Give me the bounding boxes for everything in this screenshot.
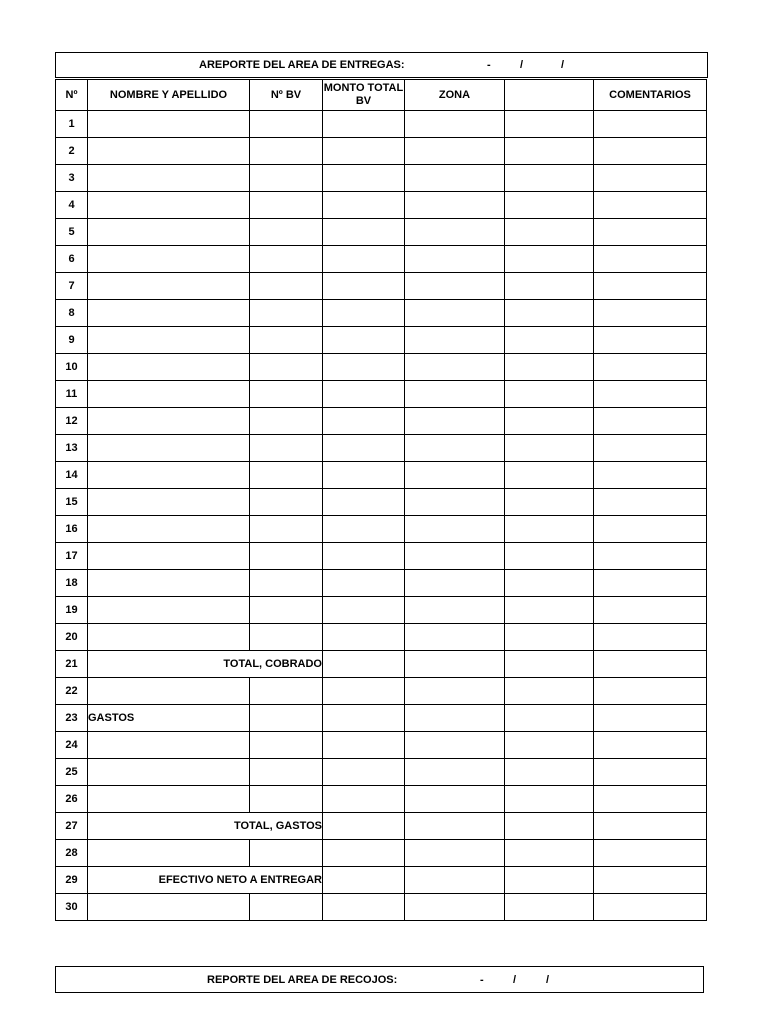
cell-comments[interactable] <box>594 813 707 840</box>
row-number: 21 <box>56 651 88 678</box>
cell-bv-number[interactable] <box>250 894 323 921</box>
cell-blank[interactable] <box>505 813 594 840</box>
table-row <box>56 408 707 435</box>
row-number: 9 <box>56 327 88 354</box>
cell-blank[interactable] <box>505 678 594 705</box>
date-separator-slash: / <box>546 974 550 986</box>
cell-bv-number[interactable] <box>250 543 323 570</box>
cell-comments[interactable] <box>594 516 707 543</box>
cell-blank[interactable] <box>505 381 594 408</box>
cell-bv-number[interactable] <box>250 435 323 462</box>
cell-comments[interactable] <box>594 651 707 678</box>
cell-blank[interactable] <box>505 786 594 813</box>
cell-blank[interactable] <box>505 246 594 273</box>
row-number: 1 <box>56 111 88 138</box>
cell-total-amount[interactable] <box>323 543 405 570</box>
cell-blank[interactable] <box>505 489 594 516</box>
cell-total-amount[interactable] <box>323 867 405 894</box>
cell-comments[interactable] <box>594 273 707 300</box>
cell-blank[interactable] <box>505 543 594 570</box>
row-number: 28 <box>56 840 88 867</box>
cell-name[interactable] <box>88 354 250 381</box>
cell-blank[interactable] <box>505 165 594 192</box>
cell-total-amount[interactable] <box>323 840 405 867</box>
cell-name[interactable] <box>88 732 250 759</box>
row-number: 14 <box>56 462 88 489</box>
cell-comments[interactable] <box>594 435 707 462</box>
row-number: 27 <box>56 813 88 840</box>
date-separator-dash: - <box>487 59 491 71</box>
cell-comments[interactable] <box>594 732 707 759</box>
cell-zone[interactable] <box>405 489 505 516</box>
cell-total-amount[interactable] <box>323 111 405 138</box>
cell-comments[interactable] <box>594 462 707 489</box>
cell-bv-number[interactable] <box>250 705 323 732</box>
cell-zone[interactable] <box>405 705 505 732</box>
cell-bv-number[interactable] <box>250 786 323 813</box>
cell-total-amount[interactable] <box>323 732 405 759</box>
cell-total-amount[interactable] <box>323 759 405 786</box>
row-number: 30 <box>56 894 88 921</box>
table-row <box>56 165 707 192</box>
pickups-title: REPORTE DEL AREA DE RECOJOS: <box>207 974 398 986</box>
cell-blank[interactable] <box>505 300 594 327</box>
cell-total-amount[interactable] <box>323 489 405 516</box>
cell-name[interactable] <box>88 570 250 597</box>
cell-zone[interactable] <box>405 381 505 408</box>
row-number: 8 <box>56 300 88 327</box>
row-number: 7 <box>56 273 88 300</box>
cell-blank[interactable] <box>505 705 594 732</box>
cell-bv-number[interactable] <box>250 165 323 192</box>
cell-comments[interactable] <box>594 840 707 867</box>
cell-total-amount[interactable] <box>323 813 405 840</box>
cell-zone[interactable] <box>405 813 505 840</box>
cell-zone[interactable] <box>405 543 505 570</box>
cell-total-amount[interactable] <box>323 597 405 624</box>
cell-bv-number[interactable] <box>250 462 323 489</box>
cell-bv-number[interactable] <box>250 327 323 354</box>
cell-total-amount[interactable] <box>323 435 405 462</box>
cell-bv-number[interactable] <box>250 732 323 759</box>
cell-blank[interactable] <box>505 111 594 138</box>
summary-label: TOTAL, GASTOS <box>88 813 323 840</box>
row-number: 3 <box>56 165 88 192</box>
column-header-total-amount: MONTO TOTAL BV <box>323 80 405 111</box>
date-separator-slash: / <box>520 59 524 71</box>
table-row <box>56 381 707 408</box>
cell-zone[interactable] <box>405 894 505 921</box>
cell-comments[interactable] <box>594 246 707 273</box>
cell-zone[interactable] <box>405 327 505 354</box>
table-row <box>56 705 707 732</box>
cell-name[interactable] <box>88 894 250 921</box>
cell-total-amount[interactable] <box>323 138 405 165</box>
table-row <box>56 489 707 516</box>
row-number: 18 <box>56 570 88 597</box>
cell-blank[interactable] <box>505 840 594 867</box>
table-row <box>56 840 707 867</box>
cell-blank[interactable] <box>505 759 594 786</box>
cell-blank[interactable] <box>505 408 594 435</box>
row-number: 26 <box>56 786 88 813</box>
table-row <box>56 813 707 840</box>
cell-name[interactable] <box>88 462 250 489</box>
cell-total-amount[interactable] <box>323 786 405 813</box>
cell-total-amount[interactable] <box>323 408 405 435</box>
table-row <box>56 273 707 300</box>
table-row <box>56 435 707 462</box>
cell-comments[interactable] <box>594 381 707 408</box>
date-separator-slash: / <box>513 974 517 986</box>
cell-zone[interactable] <box>405 219 505 246</box>
row-number: 25 <box>56 759 88 786</box>
report-header <box>55 52 708 78</box>
cell-total-amount[interactable] <box>323 300 405 327</box>
cell-name[interactable] <box>88 759 250 786</box>
cell-total-amount[interactable] <box>323 651 405 678</box>
cell-bv-number[interactable] <box>250 408 323 435</box>
cell-total-amount[interactable] <box>323 273 405 300</box>
cell-bv-number[interactable] <box>250 516 323 543</box>
cell-comments[interactable] <box>594 570 707 597</box>
cell-zone[interactable] <box>405 597 505 624</box>
cell-blank[interactable] <box>505 273 594 300</box>
cell-blank[interactable] <box>505 435 594 462</box>
table-row <box>56 516 707 543</box>
cell-zone[interactable] <box>405 354 505 381</box>
table-row <box>56 786 707 813</box>
row-number: 12 <box>56 408 88 435</box>
cell-blank[interactable] <box>505 516 594 543</box>
cell-blank[interactable] <box>505 732 594 759</box>
cell-zone[interactable] <box>405 786 505 813</box>
cell-total-amount[interactable] <box>323 246 405 273</box>
report-title: AREPORTE DEL AREA DE ENTREGAS: <box>199 59 405 71</box>
cell-zone[interactable] <box>405 840 505 867</box>
cell-zone[interactable] <box>405 651 505 678</box>
cell-zone[interactable] <box>405 678 505 705</box>
row-number: 24 <box>56 732 88 759</box>
cell-zone[interactable] <box>405 462 505 489</box>
row-number: 29 <box>56 867 88 894</box>
cell-comments[interactable] <box>594 300 707 327</box>
deliveries-table <box>55 79 707 921</box>
cell-zone[interactable] <box>405 246 505 273</box>
cell-name[interactable] <box>88 597 250 624</box>
cell-name[interactable] <box>88 408 250 435</box>
table-row <box>56 543 707 570</box>
cell-zone[interactable] <box>405 408 505 435</box>
cell-zone[interactable] <box>405 759 505 786</box>
cell-zone[interactable] <box>405 435 505 462</box>
cell-zone[interactable] <box>405 273 505 300</box>
column-header-zone: ZONA <box>405 80 505 111</box>
row-number: 4 <box>56 192 88 219</box>
cell-zone[interactable] <box>405 300 505 327</box>
cell-bv-number[interactable] <box>250 273 323 300</box>
row-number: 17 <box>56 543 88 570</box>
cell-bv-number[interactable] <box>250 597 323 624</box>
cell-bv-number[interactable] <box>250 489 323 516</box>
cell-total-amount[interactable] <box>323 462 405 489</box>
table-row <box>56 624 707 651</box>
cell-name[interactable] <box>88 138 250 165</box>
table-row <box>56 219 707 246</box>
cell-name[interactable] <box>88 111 250 138</box>
cell-total-amount[interactable] <box>323 192 405 219</box>
table-row <box>56 570 707 597</box>
cell-blank[interactable] <box>505 867 594 894</box>
table-row <box>56 597 707 624</box>
table-header-row <box>56 80 707 111</box>
cell-comments[interactable] <box>594 705 707 732</box>
cell-name[interactable] <box>88 435 250 462</box>
cell-comments[interactable] <box>594 489 707 516</box>
cell-total-amount[interactable] <box>323 381 405 408</box>
cell-total-amount[interactable] <box>323 354 405 381</box>
column-header-comments: COMENTARIOS <box>594 80 707 111</box>
cell-blank[interactable] <box>505 894 594 921</box>
section-label: GASTOS <box>88 705 250 732</box>
row-number: 22 <box>56 678 88 705</box>
column-header-name: NOMBRE Y APELLIDO <box>88 80 250 111</box>
cell-bv-number[interactable] <box>250 381 323 408</box>
table-row <box>56 354 707 381</box>
column-header-number: Nº <box>56 80 88 111</box>
cell-comments[interactable] <box>594 543 707 570</box>
table-row <box>56 759 707 786</box>
pickups-header <box>55 966 704 993</box>
cell-blank[interactable] <box>505 570 594 597</box>
cell-comments[interactable] <box>594 354 707 381</box>
cell-comments[interactable] <box>594 111 707 138</box>
row-number: 6 <box>56 246 88 273</box>
cell-bv-number[interactable] <box>250 192 323 219</box>
table-row <box>56 138 707 165</box>
cell-name[interactable] <box>88 273 250 300</box>
row-number: 10 <box>56 354 88 381</box>
cell-comments[interactable] <box>594 165 707 192</box>
cell-name[interactable] <box>88 219 250 246</box>
row-number: 19 <box>56 597 88 624</box>
cell-zone[interactable] <box>405 624 505 651</box>
cell-zone[interactable] <box>405 165 505 192</box>
row-number: 20 <box>56 624 88 651</box>
cell-zone[interactable] <box>405 192 505 219</box>
table-row <box>56 732 707 759</box>
table-row <box>56 894 707 921</box>
row-number: 11 <box>56 381 88 408</box>
cell-name[interactable] <box>88 246 250 273</box>
cell-comments[interactable] <box>594 786 707 813</box>
cell-name[interactable] <box>88 192 250 219</box>
cell-comments[interactable] <box>594 192 707 219</box>
column-header-bv-number: Nº BV <box>250 80 323 111</box>
cell-bv-number[interactable] <box>250 300 323 327</box>
cell-zone[interactable] <box>405 867 505 894</box>
cell-comments[interactable] <box>594 678 707 705</box>
table-row <box>56 246 707 273</box>
table-row <box>56 111 707 138</box>
cell-zone[interactable] <box>405 138 505 165</box>
cell-total-amount[interactable] <box>323 570 405 597</box>
cell-blank[interactable] <box>505 597 594 624</box>
cell-name[interactable] <box>88 543 250 570</box>
cell-blank[interactable] <box>505 192 594 219</box>
table-row <box>56 192 707 219</box>
cell-comments[interactable] <box>594 624 707 651</box>
cell-bv-number[interactable] <box>250 219 323 246</box>
cell-comments[interactable] <box>594 894 707 921</box>
cell-blank[interactable] <box>505 138 594 165</box>
cell-blank[interactable] <box>505 354 594 381</box>
row-number: 16 <box>56 516 88 543</box>
table-row <box>56 327 707 354</box>
cell-total-amount[interactable] <box>323 516 405 543</box>
cell-comments[interactable] <box>594 219 707 246</box>
date-separator-dash: - <box>480 974 484 986</box>
cell-name[interactable] <box>88 786 250 813</box>
table-row <box>56 678 707 705</box>
cell-total-amount[interactable] <box>323 624 405 651</box>
cell-bv-number[interactable] <box>250 759 323 786</box>
cell-name[interactable] <box>88 516 250 543</box>
cell-bv-number[interactable] <box>250 678 323 705</box>
summary-label: TOTAL, COBRADO <box>88 651 323 678</box>
cell-name[interactable] <box>88 840 250 867</box>
cell-zone[interactable] <box>405 111 505 138</box>
table-row <box>56 651 707 678</box>
column-header-blank <box>505 80 594 111</box>
cell-blank[interactable] <box>505 219 594 246</box>
cell-bv-number[interactable] <box>250 138 323 165</box>
cell-bv-number[interactable] <box>250 840 323 867</box>
cell-name[interactable] <box>88 624 250 651</box>
row-number: 23 <box>56 705 88 732</box>
cell-comments[interactable] <box>594 138 707 165</box>
cell-name[interactable] <box>88 381 250 408</box>
summary-label: EFECTIVO NETO A ENTREGAR <box>88 867 323 894</box>
cell-blank[interactable] <box>505 651 594 678</box>
cell-bv-number[interactable] <box>250 624 323 651</box>
cell-comments[interactable] <box>594 327 707 354</box>
cell-bv-number[interactable] <box>250 111 323 138</box>
row-number: 5 <box>56 219 88 246</box>
table-row <box>56 867 707 894</box>
cell-name[interactable] <box>88 300 250 327</box>
cell-total-amount[interactable] <box>323 327 405 354</box>
cell-total-amount[interactable] <box>323 705 405 732</box>
cell-zone[interactable] <box>405 516 505 543</box>
cell-name[interactable] <box>88 678 250 705</box>
cell-bv-number[interactable] <box>250 570 323 597</box>
row-number: 13 <box>56 435 88 462</box>
cell-comments[interactable] <box>594 597 707 624</box>
cell-comments[interactable] <box>594 759 707 786</box>
cell-name[interactable] <box>88 327 250 354</box>
cell-total-amount[interactable] <box>323 678 405 705</box>
row-number: 2 <box>56 138 88 165</box>
cell-blank[interactable] <box>505 624 594 651</box>
cell-bv-number[interactable] <box>250 354 323 381</box>
cell-total-amount[interactable] <box>323 219 405 246</box>
cell-name[interactable] <box>88 489 250 516</box>
cell-zone[interactable] <box>405 570 505 597</box>
table-row <box>56 300 707 327</box>
date-separator-slash: / <box>561 59 565 71</box>
cell-zone[interactable] <box>405 732 505 759</box>
cell-total-amount[interactable] <box>323 894 405 921</box>
cell-comments[interactable] <box>594 867 707 894</box>
cell-blank[interactable] <box>505 462 594 489</box>
row-number: 15 <box>56 489 88 516</box>
table-row <box>56 462 707 489</box>
cell-total-amount[interactable] <box>323 165 405 192</box>
cell-comments[interactable] <box>594 408 707 435</box>
cell-bv-number[interactable] <box>250 246 323 273</box>
cell-name[interactable] <box>88 165 250 192</box>
cell-blank[interactable] <box>505 327 594 354</box>
